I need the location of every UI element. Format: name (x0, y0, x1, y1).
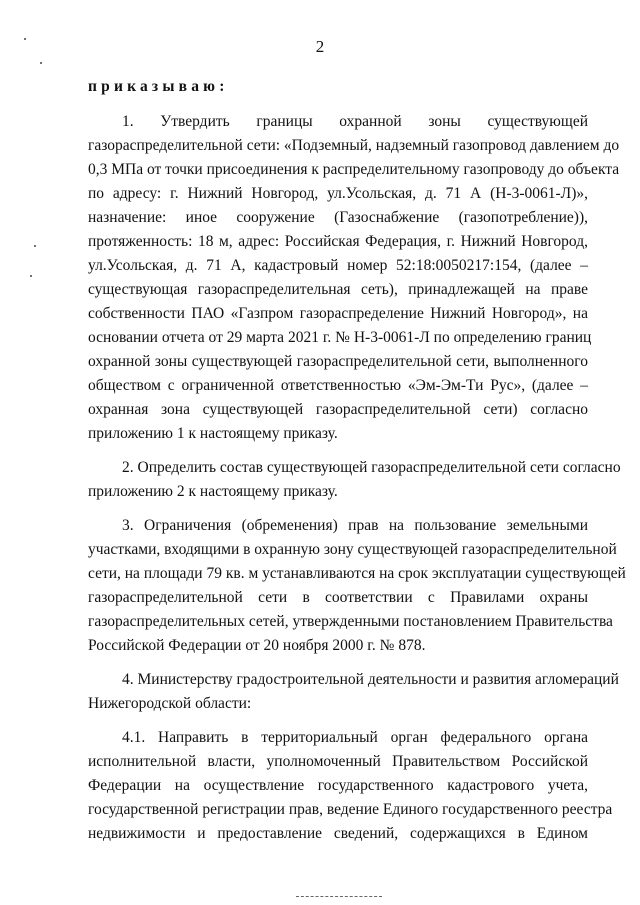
text-line: по адресу: г. Нижний Новгород, ул.Усольская, д. 71 А (Н-3-0061-Л)», (88, 185, 588, 202)
text-line: участками, входящими в охранную зону существующей газораспределительной (88, 541, 617, 558)
text-line: собственности ПАО «Газпром газораспределение Нижний Новгород», на (88, 305, 588, 322)
text-line: Федерации на осуществление государственного кадастрового учета, (88, 777, 588, 794)
text-line: ул.Усольская, д. 71 А, кадастровый номер 52:18:0050217:154, (далее – (88, 257, 588, 274)
text-line: исполнительной власти, уполномоченный Правительством Российской (88, 753, 588, 770)
scan-footer-mark (296, 896, 382, 898)
scan-speck (30, 275, 32, 277)
text-line: приложению 2 к настоящему приказу. (88, 483, 338, 500)
text-line: 1. Утвердить границы охранной зоны существующей (122, 113, 588, 130)
text-line: Российской Федерации от 20 ноября 2000 г. № 878. (88, 637, 426, 654)
text-line: государственной регистрации прав, ведение Единого государственного реестра (88, 801, 613, 818)
text-line: газораспределительной сети: «Подземный, надземный газопровод давлением до (88, 137, 620, 154)
text-line: приложению 1 к настоящему приказу. (88, 425, 338, 442)
text-line: охранной зоны существующей газораспределительной сети, выполненного (88, 353, 588, 370)
text-line: обществом с ограниченной ответственностью «Эм-Эм-Ти Рус», (далее – (88, 377, 588, 394)
text-line: существующая газораспределительная сеть), принадлежащей на праве (88, 281, 588, 298)
text-line: 2. Определить состав существующей газораспределительной сети согласно (122, 459, 621, 476)
scan-speck (34, 245, 36, 247)
text-line: 4.1. Направить в территориальный орган федерального органа (122, 729, 588, 746)
text-line: назначение: иное сооружение (Газоснабжение (газопотребление)), (88, 209, 588, 226)
text-line: охранная зона существующей газораспределительной сети) согласно (88, 401, 588, 418)
text-line: Нижегородской области: (88, 695, 252, 712)
text-line: недвижимости и предоставление сведений, содержащихся в Едином (88, 825, 588, 842)
text-line: сети, на площади 79 кв. м устанавливаются на срок эксплуатации существующей (88, 565, 626, 582)
scan-speck (40, 62, 42, 64)
text-line: 0,3 МПа от точки присоединения к распределительному газопроводу до объекта (88, 161, 620, 178)
text-line: основании отчета от 29 марта 2021 г. № Н-3-0061-Л по определению границ (88, 329, 592, 346)
order-heading: приказываю: (88, 78, 229, 95)
page-number: 2 (315, 37, 325, 56)
text-line: газораспределительных сетей, утвержденными постановлением Правительства (88, 613, 613, 630)
text-line: газораспределительной сети в соответствии с Правилами охраны (88, 589, 588, 606)
text-line: 4. Министерству градостроительной деятельности и развития агломераций (122, 671, 619, 688)
text-line: протяженность: 18 м, адрес: Российская Федерация, г. Нижний Новгород, (88, 233, 588, 250)
text-line: 3. Ограничения (обременения) прав на пользование земельными (122, 517, 588, 534)
scan-speck (24, 38, 26, 40)
